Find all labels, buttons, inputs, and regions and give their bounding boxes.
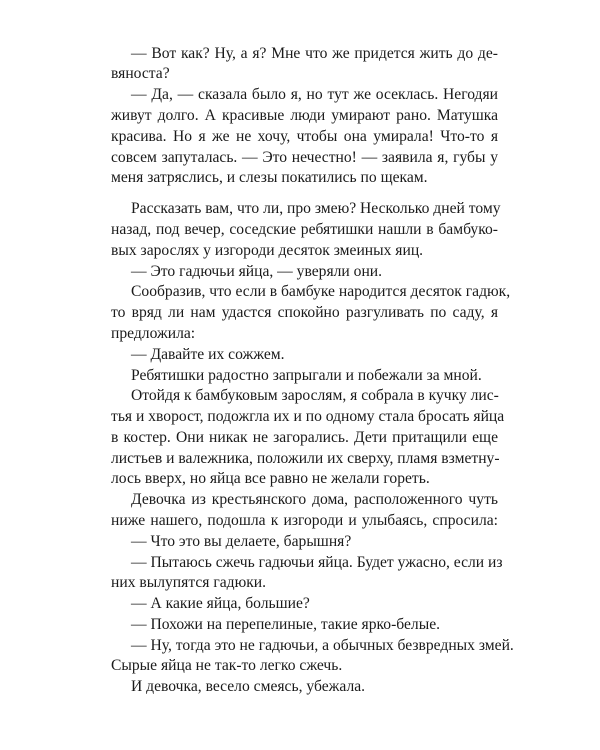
text-line: Отойдя к бамбуковым зарослям, я собрала в кучку лис- [131,387,499,404]
text-line: — Ну, тогда это не гадючьи, а обычных безвредных змей. [131,637,514,654]
text-line: — Что это вы делаете, барышня? [131,533,352,550]
text-line: тья и хворост, подожгла их и по одному стала бросать яйца [111,408,505,425]
text-line: живут долго. А красивые люди умирают рано. Матушка [111,107,498,124]
text-line: Рассказать вам, что ли, про змею? Несколько дней тому [131,200,501,217]
text-line: — Да, — сказала было я, но тут же осеклась. Негодяи [131,86,498,103]
text-line: — Это гадючьи яйца, — уверяли они. [131,263,383,280]
text-line: назад, под вечер, соседские ребятишки нашли в бамбуко- [111,221,498,238]
text-line: них вылупятся гадюки. [111,574,267,591]
text-line: — Пытаюсь сжечь гадючьи яйца. Будет ужасно, если из [131,554,503,571]
text-line: вяноста? [111,65,170,82]
text-line: предложила: [111,325,196,342]
text-line: листьев и валежника, положили их сверху, пламя взметну- [111,450,500,467]
text-line: — Давайте их сожжем. [131,346,285,363]
text-line: совсем запуталась. — Это нечестно! — заявила я, губы у [111,149,498,166]
text-line: меня затряслись, и слезы покатились по щекам. [111,169,428,186]
text-line: — А какие яйца, большие? [131,595,310,612]
text-line: ниже нашего, подошла к изгороди и улыбаясь, спросила: [111,512,498,529]
text-line: лось вверх, но яйца все равно не желали гореть. [111,470,430,487]
text-line: красива. Но я же не хочу, чтобы она умирала! Что-то я [111,128,498,145]
text-line: вых зарослях у изгороди десяток змеиных яиц. [111,242,424,259]
text-line: И девочка, весело смеясь, убежала. [131,678,366,695]
text-line: в костер. Они никак не загорались. Дети притащили еще [111,429,498,446]
text-line: Девочка из крестьянского дома, расположенного чуть [131,491,498,508]
text-line: Ребятишки радостно запрыгали и побежали за мной. [131,367,482,384]
text-line: — Похожи на перепелиные, такие ярко-белые. [131,616,441,633]
text-line: — Вот как? Ну, а я? Мне что же придется жить до де- [131,45,498,62]
text-line: то вряд ли нам удастся спокойно разгуливать по саду, я [111,304,498,321]
text-line: Сырые яйца не так-то легко сжечь. [111,657,343,674]
text-line: Сообразив, что если в бамбуке народится десяток гадюк, [131,283,511,300]
